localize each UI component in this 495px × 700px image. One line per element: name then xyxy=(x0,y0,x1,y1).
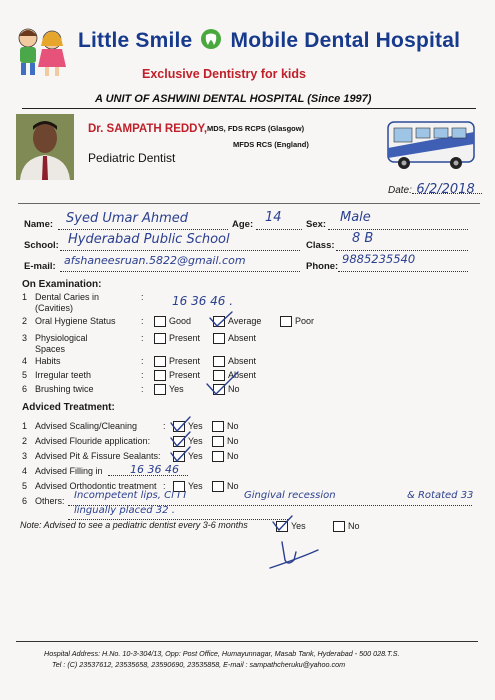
exam-num-3: 3 xyxy=(22,333,28,343)
note-yes-label: Yes xyxy=(291,521,306,531)
note-no-label: No xyxy=(348,521,360,531)
exam-label-1: Dental Caries in xyxy=(35,292,100,302)
doctor-qualifications-2: MFDS RCS (England) xyxy=(233,140,309,149)
phone-label: Phone: xyxy=(306,261,339,272)
note-text: Note: Advised to see a pediatric dentist every 3-6 months xyxy=(20,520,248,530)
adv-num-6: 6 xyxy=(22,496,28,506)
brushing-yes-label: Yes xyxy=(169,384,184,394)
others-line1c: & Rotated 33 xyxy=(407,490,474,501)
adv-num-3: 3 xyxy=(22,451,28,461)
sex-label: Sex: xyxy=(306,219,327,230)
exam-label-4: Habits xyxy=(35,356,61,366)
others-line1b: Gingival recession xyxy=(244,490,336,501)
age-value: 14 xyxy=(265,210,282,225)
irregular-absent-label: Absent xyxy=(228,370,257,380)
spaces-absent-label: Absent xyxy=(228,333,257,343)
email-label: E-mail: xyxy=(24,261,56,272)
exam-heading: On Examination: xyxy=(22,279,102,290)
name-label: Name: xyxy=(24,219,54,230)
hospital-subtitle: Exclusive Dentistry for kids xyxy=(142,67,306,81)
name-value: Syed Umar Ahmed xyxy=(66,211,188,226)
adv-num-2: 2 xyxy=(22,436,28,446)
exam-label-3: Physiological xyxy=(35,333,88,343)
exam-num-4: 4 xyxy=(22,356,28,366)
oh-poor-label: Poor xyxy=(295,316,315,326)
date-label: Date: xyxy=(388,185,412,196)
adv-label-6: Others: xyxy=(35,496,65,506)
spaces-present-label: Present xyxy=(169,333,201,343)
email-value: afshaneesruan.5822@gmail.com xyxy=(64,254,246,267)
exam-label-6: Brushing twice xyxy=(35,384,94,394)
footer-contact: Tel : (C) 23537612, 23535658, 23590690, 23535858, E-mail : sampathcheruku@yahoo.com xyxy=(52,660,346,669)
exam-label-5: Irregular teeth xyxy=(35,370,92,380)
school-value: Hyderabad Public School xyxy=(68,232,230,247)
exam-label-3b: Spaces xyxy=(35,344,66,354)
doctor-specialty: Pediatric Dentist xyxy=(88,151,176,165)
doctor-name: Dr. SAMPATH REDDY, xyxy=(88,123,208,135)
class-value: 8 B xyxy=(352,231,374,246)
hospital-title: Little Smile Mobile Dental Hospital xyxy=(78,29,461,52)
adv-label-5: Advised Orthodontic treatment xyxy=(35,481,157,491)
scaling-no-label: No xyxy=(227,421,239,431)
exam-label-2: Oral Hygiene Status xyxy=(35,316,116,326)
adv-num-1: 1 xyxy=(22,421,28,431)
adv-num-4: 4 xyxy=(22,466,28,476)
sealant-no-label: No xyxy=(227,451,239,461)
brushing-no-label: No xyxy=(228,384,240,394)
scaling-yes-label: Yes xyxy=(188,421,203,431)
age-label: Age: xyxy=(232,219,254,230)
irregular-present-label: Present xyxy=(169,370,201,380)
exam-num-1: 1 xyxy=(22,292,28,302)
date-value: 6/2/2018 xyxy=(416,182,475,197)
exam-num-6: 6 xyxy=(22,384,28,394)
ortho-yes-label: Yes xyxy=(188,481,203,491)
adv-label-1: Advised Scaling/Cleaning xyxy=(35,421,138,431)
fluoride-yes-label: Yes xyxy=(188,436,203,446)
oh-average-label: Average xyxy=(228,316,262,326)
exam-num-2: 2 xyxy=(22,316,28,326)
exam-label-1b: (Cavities) xyxy=(35,303,74,313)
habits-present-label: Present xyxy=(169,356,201,366)
doctor-qualifications: MDS, FDS RCPS (Glasgow) xyxy=(207,124,305,133)
fluoride-no-label: No xyxy=(227,436,239,446)
adv-label-4: Advised Filling in xyxy=(35,466,103,476)
sealant-yes-label: Yes xyxy=(188,451,203,461)
oh-good-label: Good xyxy=(169,316,192,326)
advised-heading: Adviced Treatment: xyxy=(22,402,115,413)
habits-absent-label: Absent xyxy=(228,356,257,366)
caries-value: 16 36 46 . xyxy=(172,294,234,308)
class-label: Class: xyxy=(306,240,335,251)
adv-label-2: Advised Flouride application: xyxy=(35,436,151,446)
others-line2: lingually placed 32 . xyxy=(74,505,175,516)
filling-value: 16 36 46 xyxy=(130,463,179,476)
ortho-no-label: No xyxy=(227,481,239,491)
phone-value: 9885235540 xyxy=(342,252,416,266)
others-line1: Incompetent lips, Cl I I xyxy=(74,490,187,501)
exam-num-5: 5 xyxy=(22,370,28,380)
unit-line: A UNIT OF ASHWINI DENTAL HOSPITAL (Since 1997) xyxy=(95,93,372,105)
sex-value: Male xyxy=(340,210,371,225)
adv-label-3: Advised Pit & Fissure Sealants: xyxy=(35,451,161,461)
adv-num-5: 5 xyxy=(22,481,28,491)
school-label: School: xyxy=(24,240,59,251)
footer-address: Hospital Address: H.No. 10-3-304/13, Opp: Post Office, Humayunnagar, Masab Tank, Hyderabad - 500 028.T.S. xyxy=(44,649,400,658)
